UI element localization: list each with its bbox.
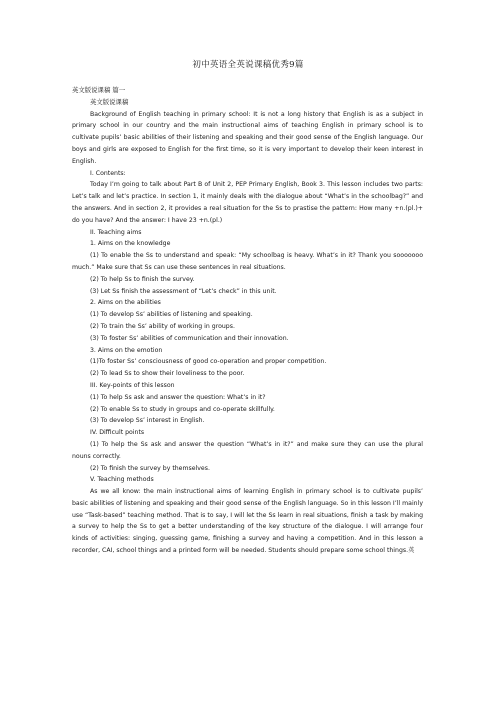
paragraph-teaching-methods <box>72 486 423 557</box>
list-item: (1) To help Ss ask and answer the question: What’s in it? <box>90 393 266 401</box>
document-title: 初中英语全英说课稿优秀9篇 <box>192 60 304 70</box>
list-item: (2) To lead Ss to show their loveliness to the poor. <box>90 370 245 378</box>
sub-label: 英文版说课稿 <box>90 97 129 106</box>
list-item: (1) To enable the Ss to understand and speak: “My schoolbag is heavy. What’s in it? Thank you sooooooo much.” Make sure that Ss can use these sentences in real situations. <box>72 252 423 271</box>
list-item: (2) To finish the survey by themselves. <box>90 464 210 472</box>
list-item: (1) To develop Ss’ abilities of listening and speaking. <box>90 311 253 319</box>
list-item: (2) To help Ss to finish the survey. <box>90 275 195 283</box>
heading-key-points: III. Key-points of this lesson <box>90 381 175 389</box>
list-item: (1)To foster Ss’ consciousness of good co-operation and proper competition. <box>90 358 327 366</box>
list-item: (3) To foster Ss’ abilities of communication and their innovation. <box>90 334 289 342</box>
list-item: (1) To help the Ss ask and answer the question “What’s in it?” and make sure they can use the plural nouns correctly. <box>72 440 423 460</box>
subheading-aims-knowledge: 1. Aims on the knowledge <box>90 240 171 248</box>
list-item: (3) Let Ss finish the assessment of “Let’s check” in this unit. <box>90 287 277 295</box>
paragraph-background: Background of English teaching in primary school: It is not a long history that English is as a subject in primary school in our country and the main instructional aims of teaching English in primary school is to cultivate pupils’ basic abilities of their listening and speaking and their good sense of the English language. Our boys and girls are exposed to English for the first time, so it is very important to develop their keen interest in English. <box>72 110 423 165</box>
paragraph-contents: Today I’m going to talk about Part B of Unit 2, PEP Primary English, Book 3. This lesson includes two parts: Let’s talk and let’s practice. In section 1, it mainly deals with the dialogue about “What’s in the schoolbag?” and the answers. And in section 2, it provides a real situation for the Ss to prastise the pattern: How many +n.(pl.)+ do you have? And the answer: I have 23 +n.(pl.) <box>72 181 423 224</box>
list-item: (2) To train the Ss’ ability of working in groups. <box>90 322 235 330</box>
list-item: (3) To develop Ss’ interest in English. <box>90 417 205 425</box>
section-label: 英文版说课稿 篇一 <box>72 86 126 94</box>
heading-teaching-methods: V. Teaching methods <box>90 476 154 484</box>
subheading-aims-abilities: 2. Aims on the abilities <box>90 299 161 307</box>
heading-contents: I. Contents: <box>90 169 126 177</box>
paragraph-teaching-methods-text: As we all know: the main instructional aims of learning English in primary school is to cultivate pupils’ basic abilities of listening and speaking and their good sense of the English language. So in this lesson I’ll mainly use “Task-based” teaching method. That is to say, I will let the Ss learn in real situations, finish a task by making a survey to help the Ss to get a better understanding of the key structure of the dialogue. I will arrange four kinds of activities: singing, guessing game, finishing a survey and having a competition. And in this lesson a recorder, CAI, school things and a printed form will be needed. Students should prepare some school things. <box>72 488 423 555</box>
subheading-aims-emotion: 3. Aims on the emotion <box>90 346 163 354</box>
trailing-cjk-char: 英 <box>408 547 415 555</box>
heading-difficult-points: IV. Difficult points <box>90 429 145 437</box>
document-body <box>72 85 423 557</box>
heading-teaching-aims: II. Teaching aims <box>90 228 142 236</box>
list-item: (2) To enable Ss to study in groups and co-operate skillfully. <box>90 405 275 413</box>
